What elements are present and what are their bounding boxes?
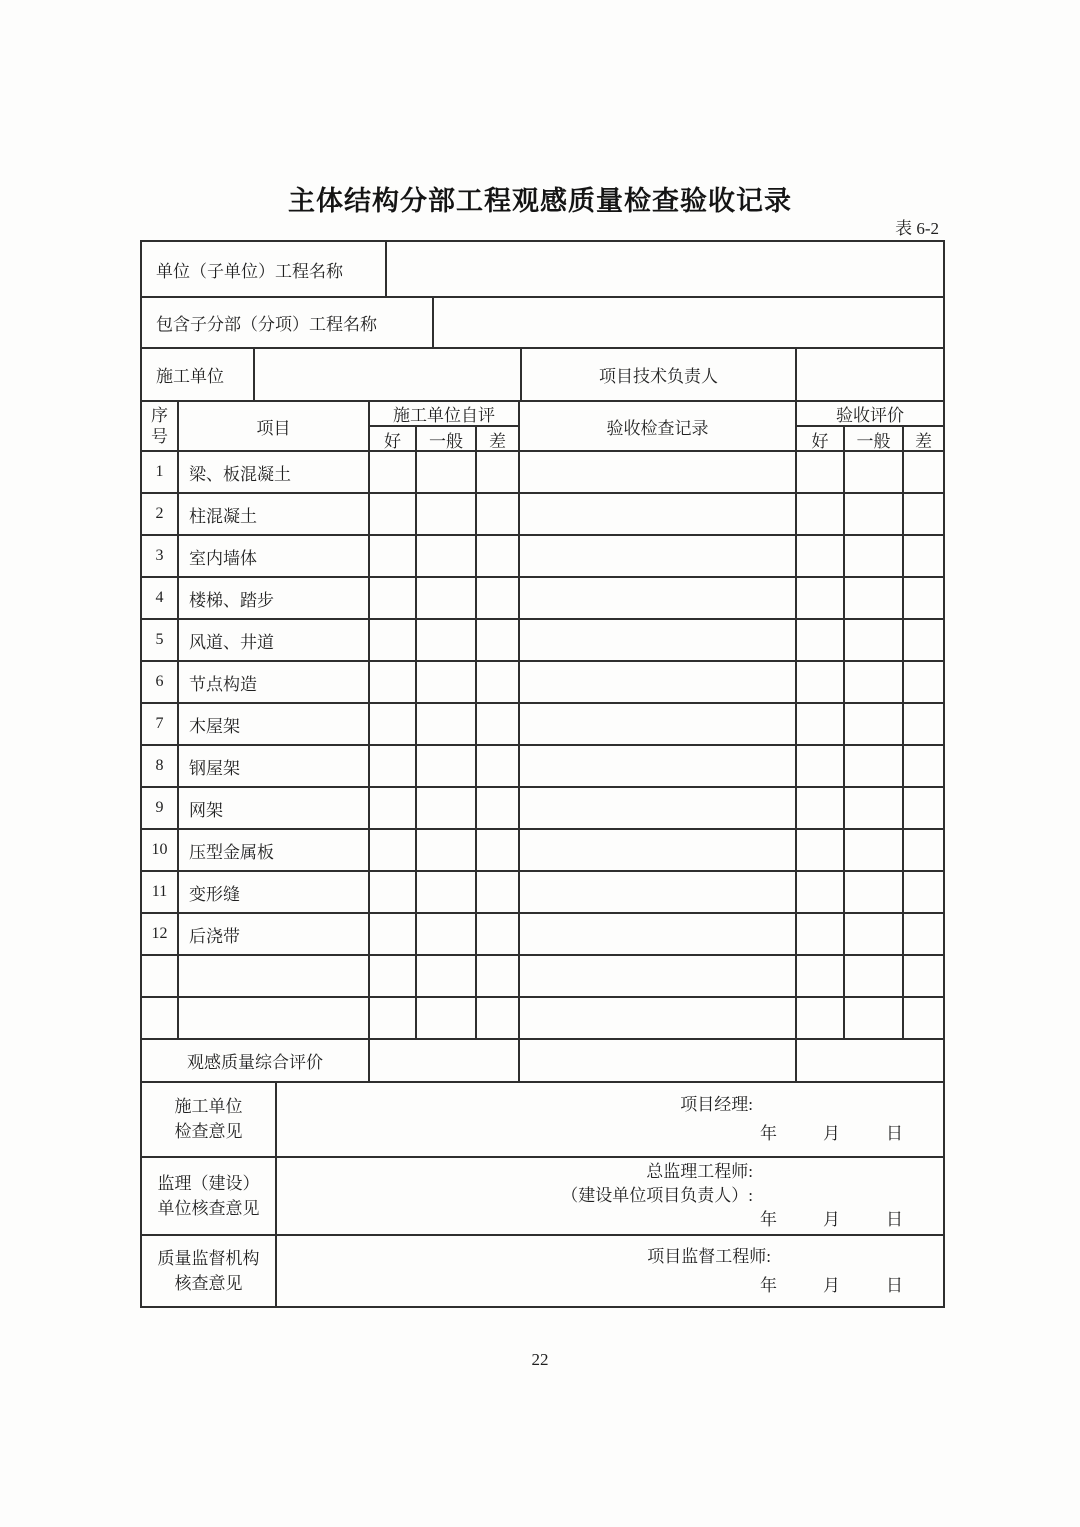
supervisor-opinion-area[interactable] — [277, 1158, 943, 1234]
item-row — [142, 576, 943, 618]
self-eval-good-cell[interactable] — [370, 788, 417, 828]
unit-project-value-field[interactable] — [387, 242, 943, 296]
item-name: 室内墙体 — [179, 536, 370, 576]
self-eval-average-cell[interactable] — [417, 872, 477, 912]
quality-agency-opinion-row — [142, 1234, 943, 1306]
accept-eval-good-cell[interactable] — [797, 662, 845, 702]
accept-eval-average-cell[interactable] — [845, 452, 904, 492]
overall-appearance-label: 观感质量综合评价 — [142, 1040, 370, 1081]
accept-eval-poor-cell[interactable] — [904, 536, 943, 576]
self-eval-average-cell[interactable] — [417, 914, 477, 954]
overall-accept-eval-field[interactable] — [797, 1040, 943, 1081]
self-eval-average-cell[interactable] — [417, 788, 477, 828]
item-name: 钢屋架 — [179, 746, 370, 786]
self-eval-poor-cell[interactable] — [477, 998, 520, 1038]
inspection-form — [140, 240, 945, 1308]
item-row — [142, 660, 943, 702]
accept-eval-good-cell[interactable] — [797, 830, 845, 870]
accept-eval-average-cell[interactable] — [845, 662, 904, 702]
accept-eval-good-cell[interactable] — [797, 704, 845, 744]
inspection-record-cell[interactable] — [520, 788, 797, 828]
inspection-record-cell[interactable] — [520, 578, 797, 618]
accept-eval-average-cell[interactable] — [845, 998, 904, 1038]
tech-leader-label: 项目技术负责人 — [522, 349, 797, 400]
accept-eval-poor-cell[interactable] — [904, 662, 943, 702]
inspection-record-cell[interactable] — [520, 746, 797, 786]
self-eval-poor-cell[interactable] — [477, 956, 520, 996]
constructor-opinion-row — [142, 1081, 943, 1156]
self-eval-poor-cell[interactable] — [477, 578, 520, 618]
accept-eval-poor-cell[interactable] — [904, 704, 943, 744]
inspection-record-cell[interactable] — [520, 662, 797, 702]
item-row — [142, 744, 943, 786]
item-name: 变形缝 — [179, 872, 370, 912]
grid-header-row — [142, 400, 943, 450]
record-column-header: 验收检查记录 — [520, 402, 797, 450]
item-no: 6 — [142, 662, 179, 702]
self-eval-average-cell[interactable] — [417, 662, 477, 702]
accept-eval-average-cell[interactable] — [845, 872, 904, 912]
constructor-opinion-label: 施工单位 检查意见 — [142, 1083, 277, 1156]
item-name: 后浇带 — [179, 914, 370, 954]
item-row — [142, 492, 943, 534]
self-eval-average-cell[interactable] — [417, 494, 477, 534]
overall-record-field[interactable] — [520, 1040, 797, 1081]
accept-eval-average-cell[interactable] — [845, 956, 904, 996]
item-name: 节点构造 — [179, 662, 370, 702]
accept-eval-average-header: 一般 — [845, 427, 904, 452]
page-title: 主体结构分部工程观感质量检查验收记录 — [288, 186, 792, 216]
item-row — [142, 702, 943, 744]
item-no: 12 — [142, 914, 179, 954]
item-row — [142, 618, 943, 660]
accept-eval-average-cell[interactable] — [845, 578, 904, 618]
item-name: 木屋架 — [179, 704, 370, 744]
inspection-record-cell[interactable] — [520, 536, 797, 576]
unit-project-label: 单位（子单位）工程名称 — [142, 242, 387, 296]
accept-eval-poor-header: 差 — [915, 432, 932, 451]
inspection-record-cell[interactable] — [520, 872, 797, 912]
self-eval-good-cell[interactable] — [370, 494, 417, 534]
accept-eval-poor-cell[interactable] — [904, 620, 943, 660]
accept-eval-header-group — [797, 402, 943, 450]
item-no: 11 — [142, 872, 179, 912]
self-eval-poor-cell[interactable] — [477, 452, 520, 492]
constructor-value-field[interactable] — [255, 349, 522, 400]
self-eval-good-cell[interactable] — [370, 578, 417, 618]
accept-eval-good-cell[interactable] — [797, 998, 845, 1038]
item-row — [142, 534, 943, 576]
item-row — [142, 450, 943, 492]
self-eval-poor-cell[interactable] — [477, 914, 520, 954]
self-eval-good-cell[interactable] — [370, 452, 417, 492]
self-eval-average-cell[interactable] — [417, 536, 477, 576]
accept-eval-poor-cell[interactable] — [904, 746, 943, 786]
self-eval-good-cell[interactable] — [370, 536, 417, 576]
sub-project-value-field[interactable] — [434, 298, 943, 347]
sub-project-row — [142, 296, 943, 347]
item-no: 8 — [142, 746, 179, 786]
supervisor-opinion-row — [142, 1156, 943, 1234]
accept-eval-average-cell[interactable] — [845, 536, 904, 576]
sub-project-label: 包含子分部（分项）工程名称 — [142, 298, 434, 347]
item-no: 1 — [142, 452, 179, 492]
seq-column-header: 序 号 — [142, 402, 179, 450]
overall-appearance-row — [142, 1038, 943, 1081]
accept-eval-good-cell[interactable] — [797, 578, 845, 618]
self-eval-header: 施工单位自评 — [370, 402, 518, 427]
accept-eval-good-header: 好 — [797, 427, 845, 452]
item-row — [142, 828, 943, 870]
self-eval-good-header: 好 — [370, 427, 417, 452]
self-eval-average-header: 一般 — [417, 427, 477, 452]
self-eval-poor-cell[interactable] — [477, 662, 520, 702]
item-no: 4 — [142, 578, 179, 618]
inspection-record-cell[interactable] — [520, 620, 797, 660]
self-eval-average-cell[interactable] — [417, 452, 477, 492]
accept-eval-good-cell[interactable] — [797, 452, 845, 492]
self-eval-good-cell[interactable] — [370, 704, 417, 744]
constructor-date-line: 年 月 日 — [760, 1124, 903, 1143]
accept-eval-average-cell[interactable] — [845, 746, 904, 786]
item-rows — [142, 450, 943, 1038]
accept-eval-poor-cell[interactable] — [904, 830, 943, 870]
item-no — [142, 956, 179, 996]
accept-eval-poor-cell[interactable] — [904, 998, 943, 1038]
accept-eval-good-cell[interactable] — [797, 872, 845, 912]
item-name: 柱混凝土 — [179, 494, 370, 534]
self-eval-average-cell[interactable] — [417, 746, 477, 786]
supervisor-date-line: 年 月 日 — [760, 1210, 903, 1229]
page-number: 22 — [531, 1350, 549, 1369]
accept-eval-average-cell[interactable] — [845, 620, 904, 660]
inspection-record-cell[interactable] — [520, 452, 797, 492]
item-name: 网架 — [179, 788, 370, 828]
accept-eval-good-cell[interactable] — [797, 494, 845, 534]
accept-eval-good-cell[interactable] — [797, 536, 845, 576]
item-row — [142, 954, 943, 996]
item-no: 3 — [142, 536, 179, 576]
inspection-record-cell[interactable] — [520, 914, 797, 954]
accept-eval-poor-cell[interactable] — [904, 788, 943, 828]
item-no: 2 — [142, 494, 179, 534]
self-eval-average-cell[interactable] — [417, 998, 477, 1038]
self-eval-poor-cell[interactable] — [477, 830, 520, 870]
accept-eval-poor-cell[interactable] — [904, 914, 943, 954]
item-no — [142, 998, 179, 1038]
self-eval-average-cell[interactable] — [417, 578, 477, 618]
quality-agency-date-line: 年 月 日 — [760, 1275, 903, 1295]
accept-eval-poor-cell[interactable] — [904, 578, 943, 618]
accept-eval-good-cell[interactable] — [797, 788, 845, 828]
supervisor-opinion-label: 监理（建设） 单位核查意见 — [142, 1158, 277, 1234]
constructor-label: 施工单位 — [142, 349, 255, 400]
self-eval-good-cell[interactable] — [370, 830, 417, 870]
self-eval-good-cell[interactable] — [370, 746, 417, 786]
accept-eval-poor-cell[interactable] — [904, 956, 943, 996]
accept-eval-average-cell[interactable] — [845, 494, 904, 534]
item-row — [142, 912, 943, 954]
owner-representative-sign-label: （建设单位项目负责人）: — [561, 1186, 753, 1205]
accept-eval-good-cell[interactable] — [797, 956, 845, 996]
inspection-record-cell[interactable] — [520, 956, 797, 996]
table-number: 表 6-2 — [895, 219, 939, 238]
accept-eval-poor-cell[interactable] — [904, 494, 943, 534]
item-name: 楼梯、踏步 — [179, 578, 370, 618]
inspection-record-cell[interactable] — [520, 998, 797, 1038]
quality-agency-opinion-label: 质量监督机构 核查意见 — [142, 1236, 277, 1306]
item-name: 梁、板混凝土 — [179, 452, 370, 492]
item-name: 压型金属板 — [179, 830, 370, 870]
accept-eval-good-cell[interactable] — [797, 914, 845, 954]
accept-eval-average-cell[interactable] — [845, 704, 904, 744]
overall-self-eval-field[interactable] — [370, 1040, 520, 1081]
self-eval-average-cell[interactable] — [417, 830, 477, 870]
accept-eval-average-cell[interactable] — [845, 830, 904, 870]
project-manager-sign-label: 项目经理: — [680, 1095, 753, 1114]
self-eval-good-cell[interactable] — [370, 662, 417, 702]
self-eval-poor-cell[interactable] — [477, 536, 520, 576]
item-row — [142, 870, 943, 912]
self-eval-poor-cell[interactable] — [477, 704, 520, 744]
item-name — [179, 998, 370, 1038]
self-eval-poor-cell[interactable] — [477, 746, 520, 786]
supervising-engineer-sign-label: 项目监督工程师: — [647, 1246, 771, 1266]
self-eval-poor-cell[interactable] — [477, 788, 520, 828]
constructor-opinion-area[interactable] — [277, 1083, 943, 1156]
item-row — [142, 786, 943, 828]
item-name: 风道、井道 — [179, 620, 370, 660]
inspection-record-cell[interactable] — [520, 704, 797, 744]
self-eval-good-cell[interactable] — [370, 620, 417, 660]
accept-eval-poor-cell[interactable] — [904, 452, 943, 492]
inspection-record-cell[interactable] — [520, 494, 797, 534]
inspection-record-cell[interactable] — [520, 830, 797, 870]
self-eval-average-cell[interactable] — [417, 704, 477, 744]
quality-agency-opinion-area[interactable] — [277, 1236, 943, 1306]
self-eval-good-cell[interactable] — [370, 998, 417, 1038]
item-column-header: 项目 — [179, 402, 370, 450]
self-eval-poor-header: 差 — [489, 432, 506, 451]
self-eval-good-cell[interactable] — [370, 956, 417, 996]
self-eval-average-cell[interactable] — [417, 956, 477, 996]
item-no: 7 — [142, 704, 179, 744]
accept-eval-good-cell[interactable] — [797, 746, 845, 786]
self-eval-average-cell[interactable] — [417, 620, 477, 660]
constructor-row — [142, 347, 943, 400]
item-no: 9 — [142, 788, 179, 828]
accept-eval-header: 验收评价 — [797, 402, 943, 427]
accept-eval-good-cell[interactable] — [797, 620, 845, 660]
self-eval-good-cell[interactable] — [370, 872, 417, 912]
self-eval-header-group — [370, 402, 520, 450]
self-eval-poor-cell[interactable] — [477, 872, 520, 912]
item-row — [142, 996, 943, 1038]
accept-eval-average-cell[interactable] — [845, 788, 904, 828]
unit-project-row — [142, 242, 943, 296]
accept-eval-poor-cell[interactable] — [904, 872, 943, 912]
self-eval-good-cell[interactable] — [370, 914, 417, 954]
self-eval-poor-cell[interactable] — [477, 494, 520, 534]
chief-supervisor-sign-label: 总监理工程师: — [646, 1162, 753, 1181]
accept-eval-average-cell[interactable] — [845, 914, 904, 954]
item-name — [179, 956, 370, 996]
tech-leader-value-field[interactable] — [797, 349, 943, 400]
item-no: 5 — [142, 620, 179, 660]
self-eval-poor-cell[interactable] — [477, 620, 520, 660]
item-no: 10 — [142, 830, 179, 870]
